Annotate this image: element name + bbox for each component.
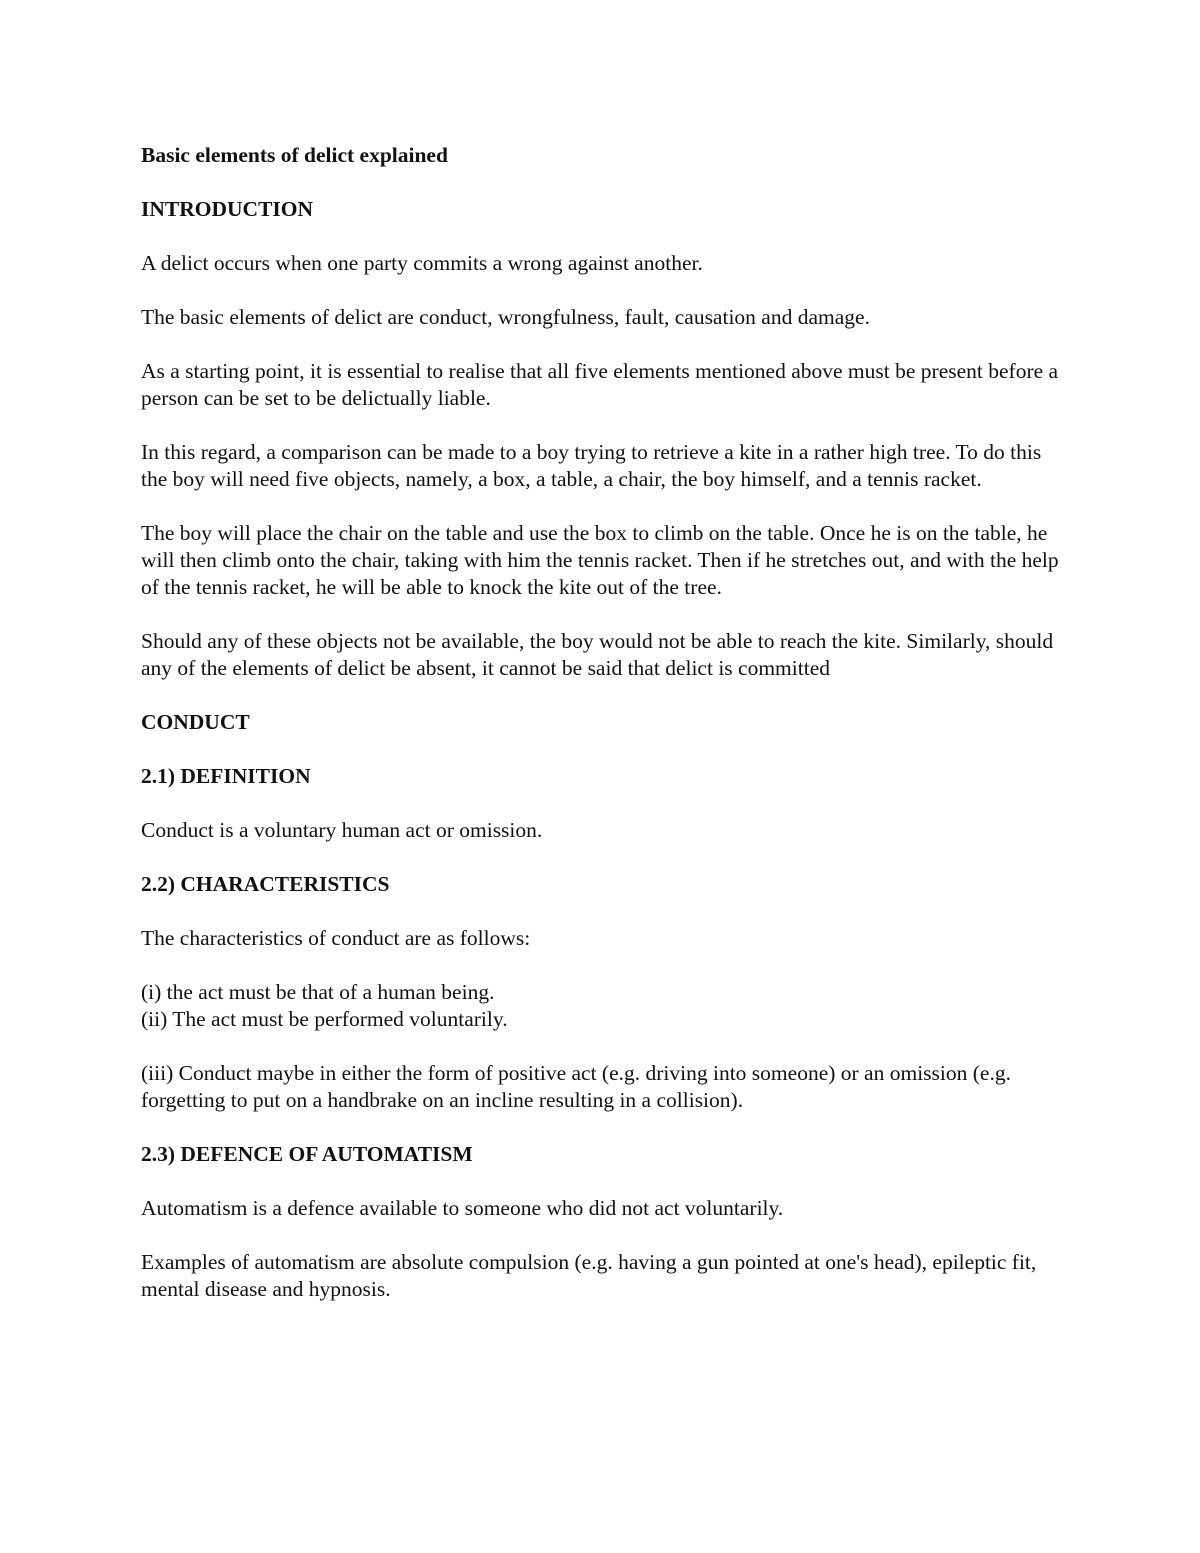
automatism-paragraph-1: Automatism is a defence available to someone who did not act voluntarily. <box>141 1196 784 1220</box>
characteristic-item-2: (ii) The act must be performed voluntarily. <box>141 1007 508 1031</box>
intro-paragraph-4: In this regard, a comparison can be made to a boy trying to retrieve a kite in a rather high tree. To do this the boy will need five objects, namely, a box, a table, a chair, the boy himself, and a tennis racket. <box>141 440 1042 491</box>
intro-paragraph-6: Should any of these objects not be available, the boy would not be able to reach the kite. Similarly, should any of the elements of delict be absent, it cannot be said that delict is committed <box>141 629 1054 680</box>
characteristic-item-3: (iii) Conduct maybe in either the form of positive act (e.g. driving into someone) or an omission (e.g. forgetting to put on a handbrake on an incline resulting in a collision). <box>141 1061 1011 1112</box>
automatism-paragraph-2: Examples of automatism are absolute compulsion (e.g. having a gun pointed at one's head), epileptic fit, mental disease and hypnosis. <box>141 1250 1037 1301</box>
intro-paragraph-5: The boy will place the chair on the table and use the box to climb on the table. Once he is on the table, he will then climb onto the chair, taking with him the tennis racket. Then if he stretches out, and with the help of the tennis racket, he will be able to knock the kite out of the tree. <box>141 521 1059 599</box>
heading-conduct: CONDUCT <box>141 710 250 734</box>
intro-paragraph-1: A delict occurs when one party commits a wrong against another. <box>141 251 703 275</box>
heading-automatism: 2.3) DEFENCE OF AUTOMATISM <box>141 1142 473 1166</box>
characteristic-item-1: (i) the act must be that of a human being. <box>141 980 495 1004</box>
document-body <box>141 142 1071 1330</box>
heading-characteristics: 2.2) CHARACTERISTICS <box>141 872 390 896</box>
intro-paragraph-3: As a starting point, it is essential to realise that all five elements mentioned above must be present before a person can be set to be delictually liable. <box>141 359 1059 410</box>
characteristics-intro: The characteristics of conduct are as follows: <box>141 926 531 950</box>
intro-paragraph-2: The basic elements of delict are conduct, wrongfulness, fault, causation and damage. <box>141 305 870 329</box>
heading-introduction: INTRODUCTION <box>141 197 314 221</box>
heading-definition: 2.1) DEFINITION <box>141 764 311 788</box>
document-title: Basic elements of delict explained <box>141 143 448 167</box>
definition-text: Conduct is a voluntary human act or omission. <box>141 818 543 842</box>
